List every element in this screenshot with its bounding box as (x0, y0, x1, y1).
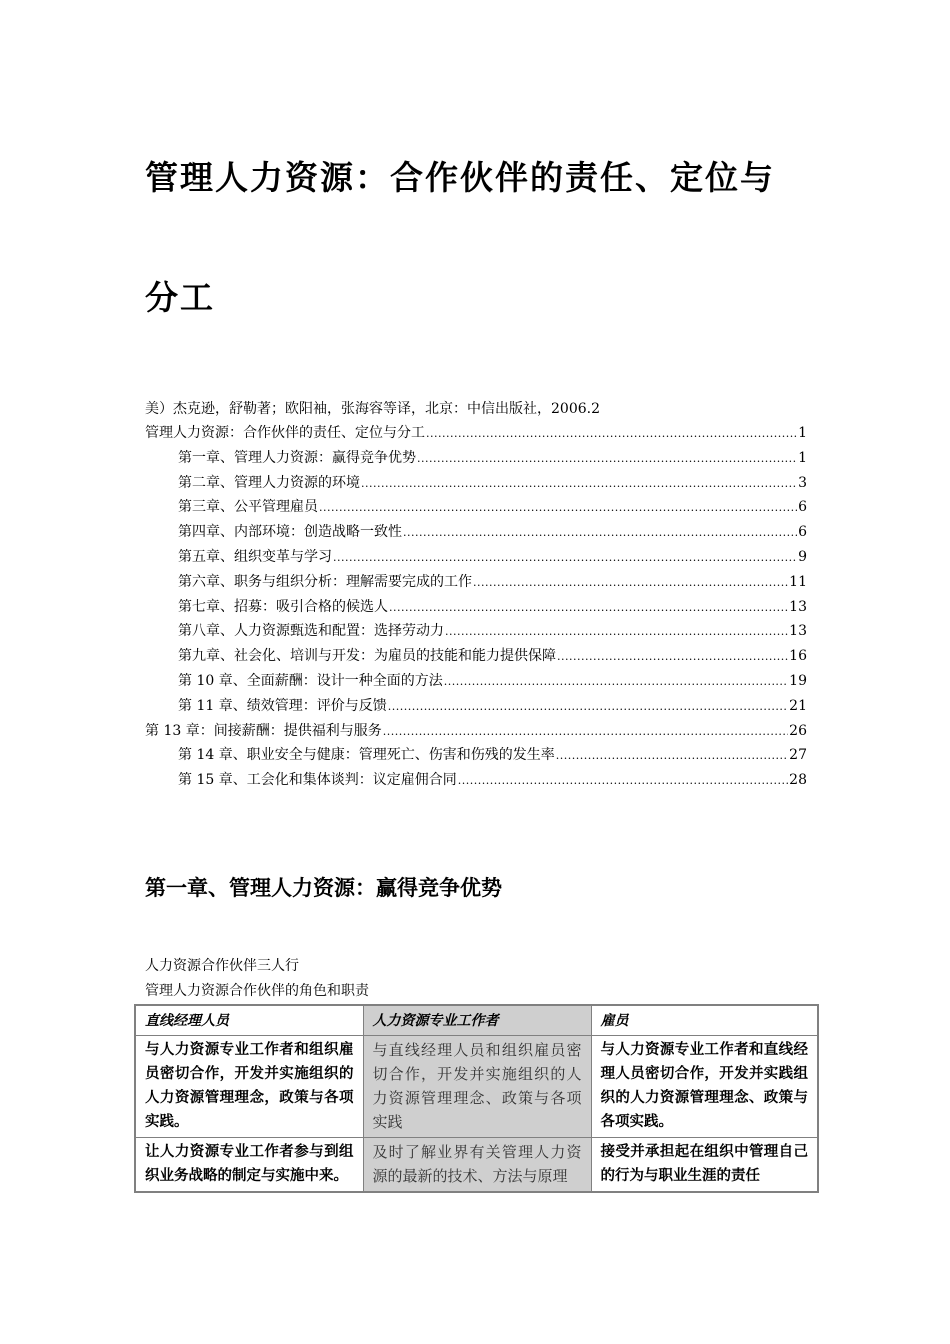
toc-leader-dots (361, 475, 797, 493)
toc-entry-label: 第五章、组织变革与学习 (178, 548, 332, 565)
toc-entry-label: 管理人力资源：合作伙伴的责任、定位与分工 (145, 425, 425, 441)
table-row (135, 1036, 818, 1138)
toc-entry-label: 第 11 章、绩效管理：评价与反馈 (178, 697, 387, 714)
toc-entry[interactable] (145, 722, 807, 747)
toc-entry-page: 6 (798, 524, 807, 541)
document-title-line-1: 管理人力资源：合作伙伴的责任、定位与 (145, 158, 775, 197)
toc-entry[interactable] (145, 697, 807, 722)
paragraph: 人力资源合作伙伴三人行 (145, 958, 299, 974)
table-of-contents (145, 424, 807, 796)
toc-entry[interactable] (145, 523, 807, 548)
citation: 美）杰克逊，舒勒著；欧阳袖，张海容等译，北京：中信出版社，2006.2 (145, 401, 600, 417)
toc-leader-dots (389, 599, 788, 617)
toc-entry[interactable] (145, 598, 807, 623)
toc-entry-page: 26 (789, 722, 807, 739)
toc-leader-dots (444, 673, 788, 691)
toc-entry[interactable] (145, 622, 807, 647)
toc-leader-dots (388, 698, 788, 716)
toc-entry[interactable] (145, 771, 807, 796)
toc-entry-label: 第 13 章：间接薪酬：提供福利与服务 (145, 722, 382, 739)
paragraph: 管理人力资源合作伙伴的角色和职责 (145, 983, 369, 999)
toc-entry-label: 第九章、社会化、培训与开发：为雇员的技能和能力提供保障 (178, 648, 556, 665)
table-cell: 接受并承担起在组织中管理自己的行为与职业生涯的责任 (591, 1138, 818, 1193)
toc-entry[interactable] (145, 647, 807, 672)
table-header-cell: 直线经理人员 (135, 1005, 363, 1036)
toc-entry-page: 16 (789, 648, 807, 665)
toc-entry[interactable] (145, 449, 807, 474)
toc-entry-page: 9 (798, 548, 807, 565)
toc-leader-dots (403, 524, 797, 542)
toc-entry-page: 3 (798, 474, 807, 491)
toc-entry-label: 第七章、招募：吸引合格的候选人 (178, 598, 388, 615)
toc-leader-dots (556, 747, 788, 765)
toc-leader-dots (458, 772, 788, 790)
table-row (135, 1138, 818, 1193)
toc-entry[interactable] (145, 548, 807, 573)
toc-leader-dots (473, 574, 788, 592)
toc-entry[interactable] (145, 424, 807, 449)
toc-entry[interactable] (145, 746, 807, 771)
toc-entry[interactable] (145, 498, 807, 523)
toc-leader-dots (383, 723, 788, 741)
toc-leader-dots (333, 549, 797, 567)
toc-leader-dots (426, 425, 797, 443)
toc-entry-label: 第二章、管理人力资源的环境 (178, 474, 360, 491)
toc-entry-page: 21 (789, 697, 807, 714)
document-title-line-2: 分工 (145, 278, 215, 317)
toc-entry-label: 第 15 章、工会化和集体谈判：议定雇佣合同 (178, 772, 457, 789)
toc-entry-page: 13 (789, 598, 807, 615)
toc-entry-page: 27 (789, 747, 807, 764)
toc-entry-label: 第 10 章、全面薪酬：设计一种全面的方法 (178, 672, 443, 689)
toc-entry-label: 第 14 章、职业安全与健康：管理死亡、伤害和伤残的发生率 (178, 747, 555, 764)
table-header-row (135, 1005, 818, 1036)
toc-entry-label: 第八章、人力资源甄选和配置：选择劳动力 (178, 623, 444, 640)
toc-entry-page: 1 (798, 425, 807, 441)
table-header-cell: 雇员 (591, 1005, 818, 1036)
toc-entry-page: 19 (789, 672, 807, 689)
toc-entry-label: 第三章、公平管理雇员 (178, 499, 318, 516)
toc-leader-dots (557, 648, 788, 666)
toc-entry[interactable] (145, 474, 807, 499)
toc-leader-dots (445, 623, 788, 641)
toc-entry-label: 第六章、职务与组织分析：理解需要完成的工作 (178, 573, 472, 590)
toc-entry-page: 28 (789, 772, 807, 789)
table-cell: 让人力资源专业工作者参与到组织业务战略的制定与实施中来。 (135, 1138, 363, 1193)
table-cell: 与人力资源专业工作者和组织雇员密切合作，开发并实施组织的人力资源管理理念，政策与各项实践。 (135, 1036, 363, 1138)
chapter-heading: 第一章、管理人力资源：赢得竞争优势 (145, 876, 502, 900)
roles-table (134, 1004, 819, 1193)
toc-entry-page: 1 (798, 449, 807, 466)
table-cell: 与直线经理人员和组织雇员密切合作，开发并实施组织的人力资源管理理念、政策与各项实践 (363, 1036, 591, 1138)
toc-leader-dots (319, 499, 797, 517)
table-cell: 与人力资源专业工作者和直线经理人员密切合作，开发并实践组织的人力资源管理理念、政策与各项实践。 (591, 1036, 818, 1138)
toc-entry[interactable] (145, 573, 807, 598)
toc-entry-label: 第四章、内部环境：创造战略一致性 (178, 524, 402, 541)
toc-entry-page: 11 (789, 573, 807, 590)
table-cell: 及时了解业界有关管理人力资源的最新的技术、方法与原理 (363, 1138, 591, 1193)
toc-entry[interactable] (145, 672, 807, 697)
toc-leader-dots (417, 450, 797, 468)
table-header-cell: 人力资源专业工作者 (363, 1005, 591, 1036)
toc-entry-page: 6 (798, 499, 807, 516)
toc-entry-page: 13 (789, 623, 807, 640)
toc-entry-label: 第一章、管理人力资源：赢得竞争优势 (178, 449, 416, 466)
